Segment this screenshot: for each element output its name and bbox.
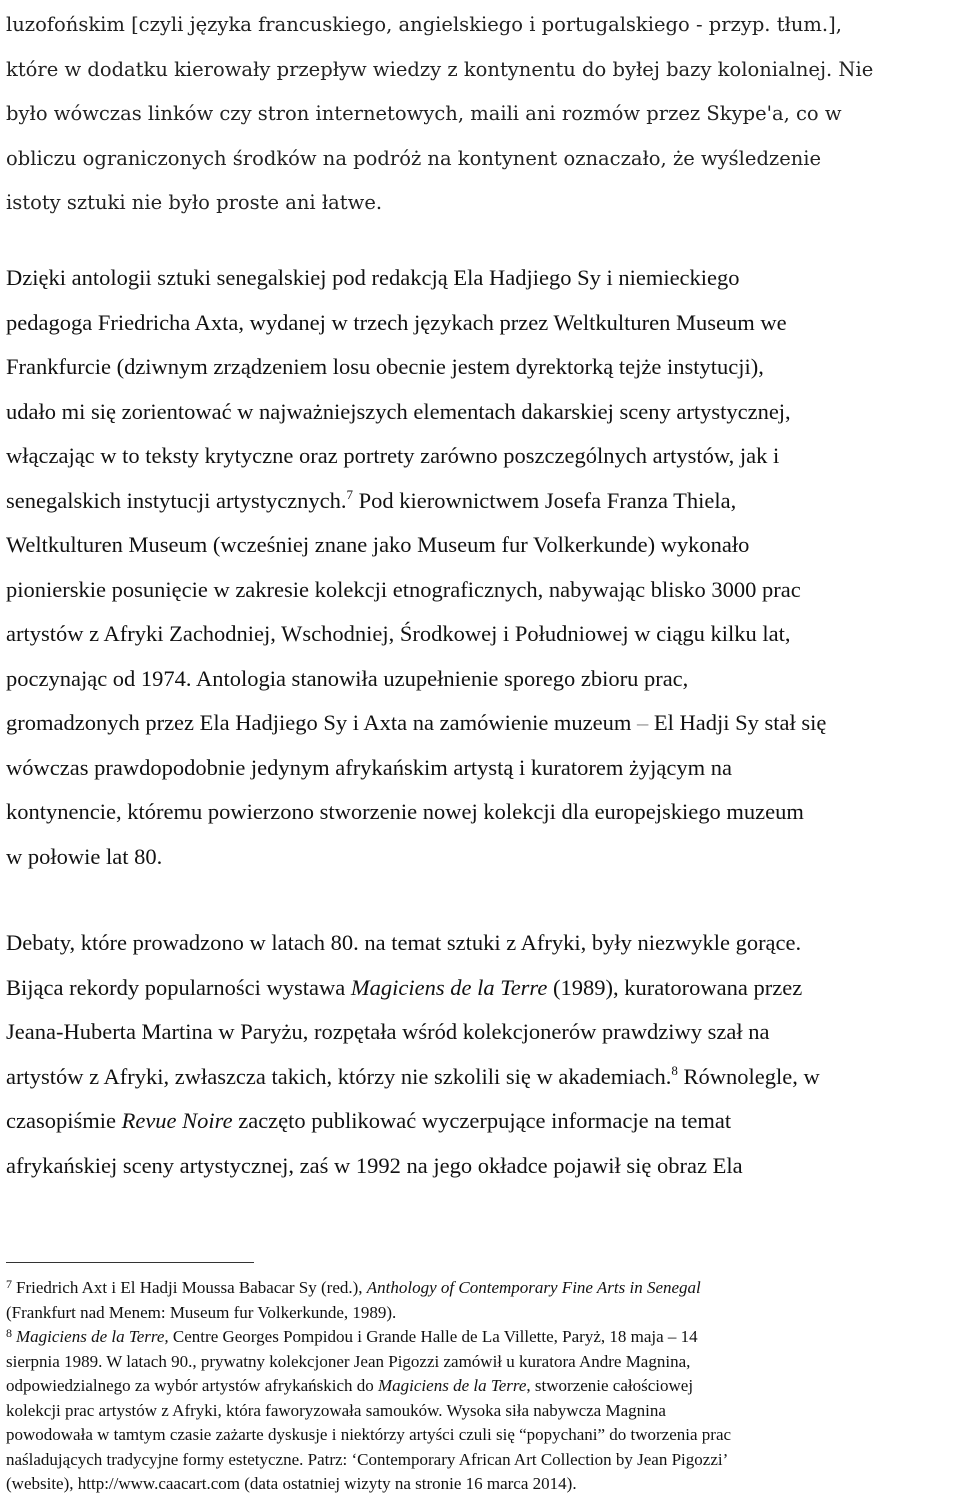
text-line: luzofońskim [czyli języka francuskiego, angielskiego i portugalskiego - przyp. tłum.], bbox=[6, 13, 842, 36]
text-line bbox=[6, 479, 956, 524]
footnotes-section bbox=[6, 1276, 958, 1497]
text-line: Weltkulturen Museum (wcześniej znane jako Museum fur Volkerkunde) wykonało bbox=[6, 532, 750, 557]
paragraph-anthology bbox=[6, 256, 956, 879]
text-line: pedagoga Friedricha Axta, wydanej w trzech językach przez Weltkulturen Museum we bbox=[6, 309, 787, 335]
footnote-separator bbox=[6, 1262, 254, 1263]
text-line bbox=[6, 966, 956, 1011]
text-line: pionierskie posunięcie w zakresie kolekcji etnograficznych, nabywając blisko 3000 prac bbox=[6, 576, 801, 602]
text-line bbox=[6, 701, 956, 746]
text-segment: Pod kierownictwem Josefa Franza Thiela, bbox=[353, 487, 737, 513]
text-line: Debaty, które prowadzono w latach 80. na temat sztuki z Afryki, były niezwykle gorące. bbox=[6, 930, 802, 955]
text-line: włączając w to teksty krytyczne oraz portrety zarówno poszczególnych artystów, jak i bbox=[6, 443, 780, 468]
text-line: wówczas prawdopodobnie jedynym afrykańskim artystą i kuratorem żyjącym na bbox=[6, 754, 733, 780]
text-line: afrykańskiej sceny artystycznej, zaś w 1992 na jego okładce pojawił się obraz Ela bbox=[6, 1152, 743, 1178]
text-line: Jeana-Huberta Martina w Paryżu, rozpętała wśród kolekcjonerów prawdziwy szał na bbox=[6, 1019, 770, 1044]
footnote-line: naśladujących tradycyjne formy estetyczne. Patrz: ‘Contemporary African Art Collection by Jean Pigozzi’ bbox=[6, 1449, 729, 1469]
text-segment: (1989), kuratorowana przez bbox=[547, 974, 803, 1000]
text-segment: senegalskich instytucji artystycznych. bbox=[6, 487, 347, 513]
footnote-line: powodowała w tamtym czasie zażarte dyskusje i niektórzy artyści czuli się “popychani” do tworzenia prac bbox=[6, 1425, 732, 1444]
footnote-8 bbox=[6, 1325, 958, 1497]
footnote-line bbox=[6, 1374, 958, 1399]
text-segment: Centre Georges Pompidou i Grande Halle de La Villette, Paryż, 18 maja – 14 bbox=[168, 1327, 698, 1346]
footnote-7 bbox=[6, 1276, 958, 1325]
text-line bbox=[6, 1055, 956, 1100]
book-title: Anthology of Contemporary Fine Arts in Senegal bbox=[366, 1278, 701, 1297]
text-segment: czasopiśmie bbox=[6, 1108, 122, 1133]
footnote-reference-7[interactable]: 7 bbox=[346, 486, 354, 502]
text-segment: gromadzonych przez Ela Hadjiego Sy i Axta na zamówienie muzeum bbox=[6, 710, 638, 735]
text-line: poczynając od 1974. Antologia stanowiła uzupełnienie sporego zbioru prac, bbox=[6, 665, 689, 691]
text-segment: zaczęto publikować wyczerpujące informacje na temat bbox=[232, 1108, 732, 1133]
text-line: które w dodatku kierowały przepływ wiedzy z kontynentu do byłej bazy kolonialnej. Nie bbox=[6, 57, 874, 81]
text-line: Dzięki antologii sztuki senegalskiej pod redakcją Ela Hadjiego Sy i niemieckiego bbox=[6, 265, 740, 290]
footnote-line: (Frankfurt nad Menem: Museum fur Volkerkunde, 1989). bbox=[6, 1302, 397, 1322]
text-line: kontynencie, któremu powierzono stworzenie nowej kolekcji dla europejskiego muzeum bbox=[6, 799, 804, 824]
footnote-line: sierpnia 1989. W latach 90., prywatny kolekcjoner Jean Pigozzi zamówił u kuratora Andre Magnina, bbox=[6, 1351, 691, 1371]
footnote-line: kolekcji prac artystów z Afryki, która faworyzowała samouków. Wysoka siła nabywcza Magnina bbox=[6, 1400, 666, 1420]
text-segment: Friedrich Axt i El Hadji Moussa Babacar Sy (red.), bbox=[16, 1278, 367, 1297]
text-segment: El Hadji Sy stał się bbox=[648, 710, 827, 735]
text-segment: artystów z Afryki, zwłaszcza takich, którzy nie szkolili się w akademiach. bbox=[6, 1063, 672, 1089]
footnote-number: 8 bbox=[6, 1326, 12, 1340]
text-line: było wówczas linków czy stron internetowych, maili ani rozmów przez Skype'a, co w bbox=[6, 102, 842, 125]
dash-glyph: – bbox=[637, 710, 649, 735]
footnote-number: 7 bbox=[6, 1277, 12, 1291]
footnote-line: (website), http://www.caacart.com (data ostatniej wizyty na stronie 16 marca 2014). bbox=[6, 1474, 577, 1493]
text-line: artystów z Afryki Zachodniej, Wschodniej, Środkowej i Południowej w ciągu kilku lat, bbox=[6, 621, 791, 646]
text-line: w połowie lat 80. bbox=[6, 843, 163, 869]
text-segment: Bijąca rekordy popularności wystawa bbox=[6, 974, 351, 1000]
text-line: istoty sztuki nie było proste ani łatwe. bbox=[6, 191, 383, 214]
text-line: udało mi się zorientować w najważniejszych elementach dakarskiej sceny artystycznej, bbox=[6, 398, 791, 424]
footnote-line bbox=[6, 1276, 958, 1301]
footnote-line bbox=[6, 1325, 958, 1350]
exhibition-title: Magiciens de la Terre bbox=[378, 1376, 527, 1395]
footnote-reference-8[interactable]: 8 bbox=[671, 1062, 678, 1078]
text-segment: , stworzenie całościowej bbox=[526, 1376, 694, 1395]
exhibition-title: Magiciens de la Terre, bbox=[16, 1327, 169, 1346]
text-line bbox=[6, 1099, 956, 1144]
text-line: Frankfurcie (dziwnym zrządzeniem losu obecnie jestem dyrektorką tejże instytucji), bbox=[6, 354, 764, 379]
paragraph-debates bbox=[6, 921, 956, 1188]
text-line: obliczu ograniczonych środków na podróż na kontynent oznaczało, że wyśledzenie bbox=[6, 146, 822, 170]
exhibition-title: Magiciens de la Terre bbox=[350, 974, 548, 1000]
text-segment: odpowiedzialnego za wybór artystów afrykańskich do bbox=[6, 1376, 378, 1395]
paragraph-continued bbox=[6, 3, 956, 226]
magazine-title: Revue Noire bbox=[121, 1108, 233, 1133]
text-segment: Równolegle, w bbox=[677, 1063, 820, 1089]
